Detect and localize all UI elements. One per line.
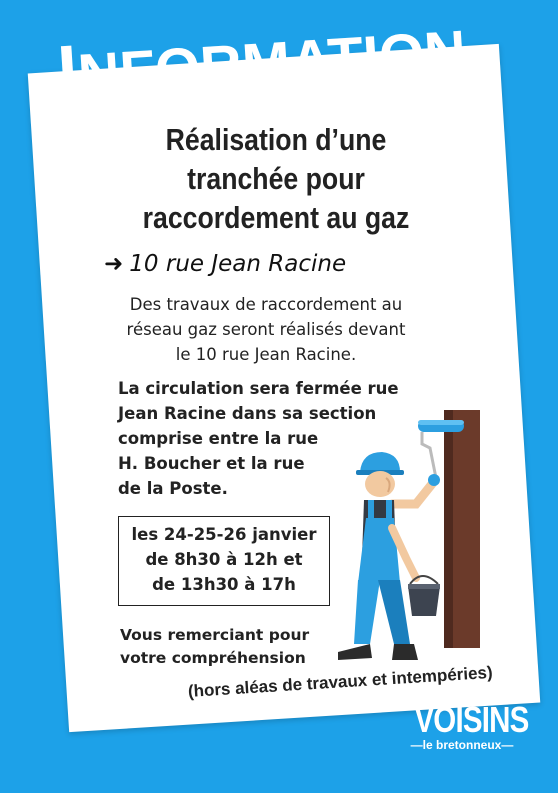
closure-line: H. Boucher et la rue	[118, 454, 305, 473]
closure-line: comprise entre la rue	[118, 429, 319, 448]
voisins-logo	[404, 699, 529, 756]
address-line	[104, 251, 346, 277]
right-arrow-icon: ➜	[104, 251, 124, 277]
intro-line: réseau gaz seront réalisés devant	[126, 320, 406, 339]
logo-main-text: VOISINS	[414, 699, 529, 740]
dates-box	[118, 516, 330, 606]
dates-line: de 13h30 à 17h	[152, 575, 296, 594]
title-line: tranchée pour	[187, 161, 365, 196]
dates-line: les 24-25-26 janvier	[131, 525, 317, 544]
closure-line: de la Poste.	[118, 479, 228, 498]
intro-paragraph	[108, 292, 424, 367]
dates-line: de 8h30 à 12h et	[145, 550, 303, 569]
closure-line: La circulation sera fermée rue	[118, 379, 399, 398]
notice-title	[123, 120, 429, 237]
disclaimer-text: (hors aléas de travaux et intempéries)	[187, 662, 494, 701]
logo-sub-text: —le bretonneux—	[410, 738, 514, 752]
title-line: raccordement au gaz	[142, 200, 410, 235]
address-text: 10 rue Jean Racine	[129, 251, 347, 277]
thanks-text	[120, 624, 340, 670]
heading-rest: NFORMATION	[75, 18, 469, 108]
painter-worker-icon	[334, 408, 484, 688]
intro-line: le 10 rue Jean Racine.	[175, 345, 357, 364]
closure-line: Jean Racine dans sa section	[118, 404, 377, 423]
heading-initial: I	[55, 30, 81, 112]
thanks-line: Vous remerciant pour	[120, 626, 310, 644]
thanks-line: votre compréhension	[120, 649, 306, 667]
intro-line: Des travaux de raccordement au	[129, 295, 403, 314]
title-line: Réalisation d’une	[165, 122, 387, 157]
